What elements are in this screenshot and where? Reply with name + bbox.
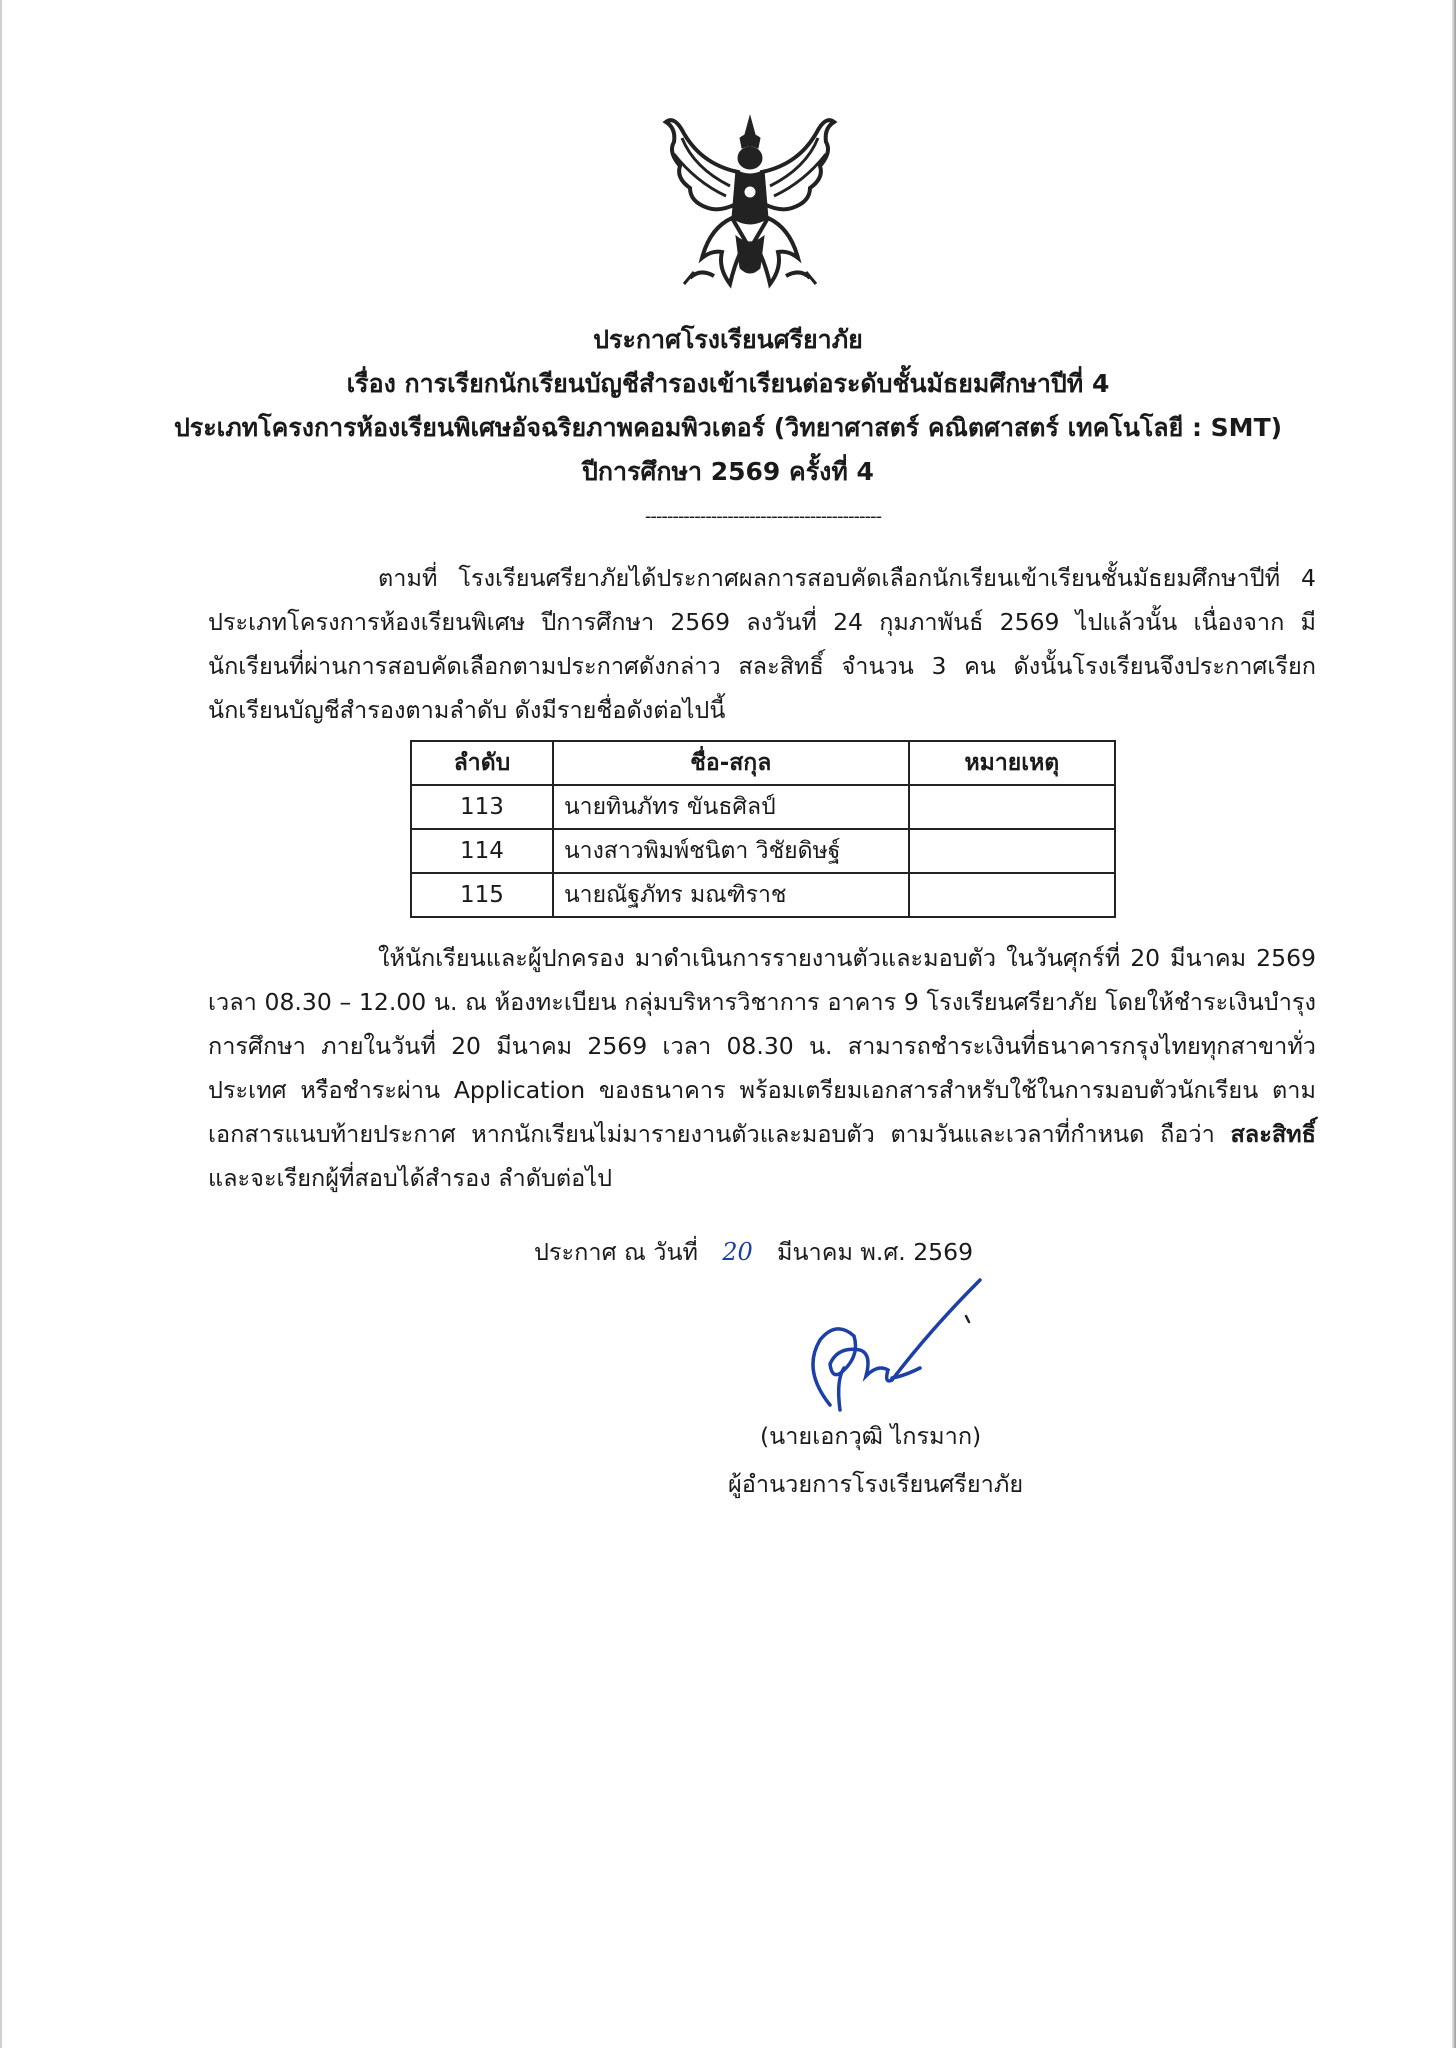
table-row [411, 873, 1115, 917]
row-number: 113 [411, 785, 553, 829]
row-number: 114 [411, 829, 553, 873]
column-header-note: หมายเหตุ [909, 741, 1115, 785]
row-number: 115 [411, 873, 553, 917]
forfeit-emphasis: สละสิทธิ์ [1230, 1120, 1316, 1148]
header-separator: ------------------------------------------- [644, 506, 882, 527]
director-signature [780, 1260, 1000, 1430]
intro-text: ตามที่ โรงเรียนศรียาภัยได้ประกาศผลการสอบคัดเลือกนักเรียนเข้าเรียนชั้นมัธยมศึกษาปีที่ 4 ประเภทโครงการห้องเรียนพิเศษ ปีการศึกษา 2569 ลงวันที่ 24 กุมภาพันธ์ 2569 ไปแล้วนั้น เนื่องจาก มีนักเรียนที่ผ่านการสอบคัดเลือกตามประกาศดังกล่าว สละสิทธิ์ จำนวน 3 คน ดังนั้นโรงเรียนจึงประกาศเรียก นักเรียนบัญชีสำรองตามลำดับ ดังมีรายชื่อดังต่อไปนี้ [208, 564, 1316, 724]
page-edge-left [0, 0, 2, 2048]
announcement-issuer: ประกาศโรงเรียนศรียาภัย [593, 325, 863, 354]
date-prefix: ประกาศ ณ วันที่ [534, 1238, 698, 1266]
student-name: นางสาวพิมพ์ชนิตา วิชัยดิษฐ์ [553, 829, 909, 873]
instructions-tail: และจะเรียกผู้ที่สอบได้สำรอง ลำดับต่อไป [208, 1164, 613, 1192]
instructions-paragraph [208, 936, 1316, 1200]
student-name: นายณัฐภัทร มณฑิราช [553, 873, 909, 917]
academic-year: ปีการศึกษา 2569 ครั้งที่ 4 [582, 457, 874, 486]
date-month-year: มีนาคม พ.ศ. 2569 [776, 1238, 974, 1266]
student-name: นายทินภัทร ขันธศิลป์ [553, 785, 909, 829]
row-note [909, 873, 1115, 917]
program-type: ประเภทโครงการห้องเรียนพิเศษอัจฉริยภาพคอมพิวเตอร์ (วิทยาศาสตร์ คณิตศาสตร์ เทคโนโลยี : SMT) [173, 413, 1283, 442]
table-row [411, 785, 1115, 829]
handwritten-day: 20 [722, 1238, 753, 1266]
garuda-emblem [660, 108, 840, 298]
table-header-row [411, 741, 1115, 785]
column-header-name: ชื่อ-สกุล [553, 741, 909, 785]
signer-title: ผู้อำนวยการโรงเรียนศรียาภัย [728, 1470, 1024, 1498]
reserve-student-table [410, 740, 1116, 918]
announcement-subject: เรื่อง การเรียกนักเรียนบัญชีสำรองเข้าเรียนต่อระดับชั้นมัธยมศึกษาปีที่ 4 [346, 369, 1110, 398]
page-edge-right [1452, 0, 1456, 2048]
row-note [909, 829, 1115, 873]
row-note [909, 785, 1115, 829]
column-header-no: ลำดับ [411, 741, 553, 785]
instructions-text: ให้นักเรียนและผู้ปกครอง มาดำเนินการรายงานตัวและมอบตัว ในวันศุกร์ที่ 20 มีนาคม 2569 เวลา 08.30 – 12.00 น. ณ ห้องทะเบียน กลุ่มบริหารวิชาการ อาคาร 9 โรงเรียนศรียาภัย โดยให้ชำระเงินบำรุงการศึกษา ภายในวันที่ 20 มีนาคม 2569 เวลา 08.30 น. สามารถชำระเงินที่ธนาคารกรุงไทยทุกสาขาทั่วประเทศ หรือชำระผ่าน Application ของธนาคาร พร้อมเตรียมเอกสารสำหรับใช้ในการมอบตัวนักเรียน ตามเอกสารแนบท้ายประกาศ หากนักเรียนไม่มารายงานตัวและมอบตัว ตามวันและเวลาที่กำหนด ถือว่า [208, 944, 1316, 1148]
signer-name: (นายเอกวุฒิ ไกรมาก) [760, 1422, 982, 1450]
intro-paragraph [208, 556, 1316, 732]
table-row [411, 829, 1115, 873]
